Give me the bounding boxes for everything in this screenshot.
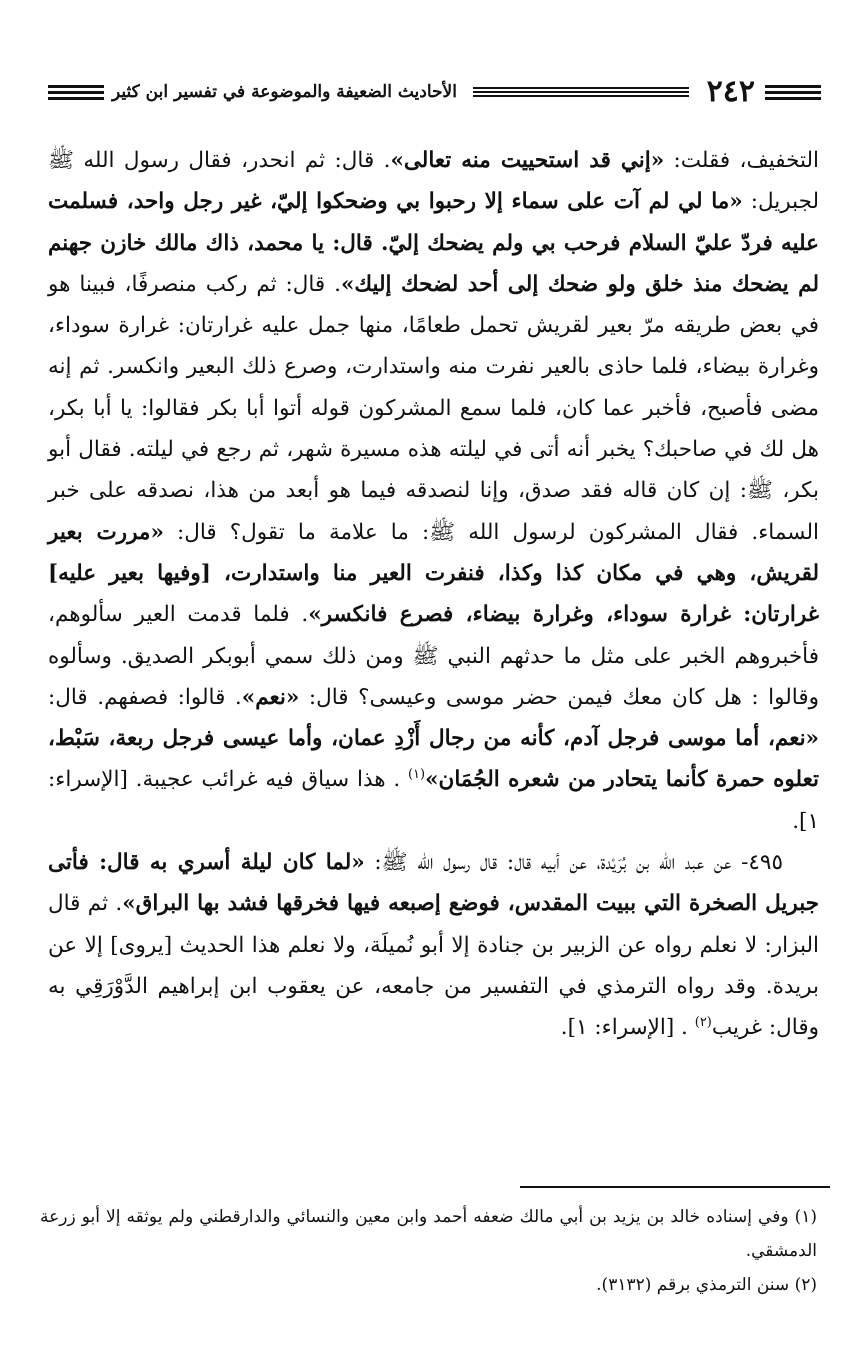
footnote-2: (٢) سنن الترمذي برقم (٣١٣٢). <box>596 1275 817 1295</box>
quoted-hadith-text: «لما كان ليلة أسري به قال: فأتى جبريل الصخرة التي ببيت المقدس، فوضع إصبعه فيها فخرقها فشد بها البراق» <box>48 850 819 917</box>
quoted-hadith-text: «نعم، أما موسى فرجل آدم، كأنه من رجال أَزْدِ عمان، وأما عيسى فرجل ربعة، سَبْط، تعلوه حمرة كأنما يتحادر من شعره الجُمَان» <box>48 726 820 793</box>
header-ornament-left <box>48 85 104 100</box>
narration-text: التخفيف، فقلت: <box>664 148 819 173</box>
narration-text: . قال: ثم انحدر، فقال رسول الله ﷺ لجبريل: <box>48 148 819 215</box>
narration-text: . فلما قدمت العير سألوهم، فأخبروهم الخبر على مثل ما حدثهم النبي ﷺ ومن ذلك سمي أبوبكر الصديق. وسألوه وقالوا : هل كان معك فيمن حضر موسى وعيسى؟ قال: <box>48 602 820 710</box>
narration-text: . قالوا: فصفهم. قال: <box>48 684 242 710</box>
footnote-marker: (٢) <box>694 1015 712 1031</box>
narration-text: . [الإسراء: ١]. <box>560 1015 695 1041</box>
page-header <box>48 72 821 112</box>
main-text <box>48 140 819 1049</box>
quoted-hadith-text: «إني قد استحييت منه تعالى» <box>390 148 665 173</box>
paragraph-hadith-continuation <box>48 140 819 842</box>
header-ornament-right <box>765 85 821 100</box>
footnote-separator <box>520 1186 830 1188</box>
footnote-marker: (١) <box>407 767 426 783</box>
header-rule <box>473 87 689 97</box>
narration-text: . قال: ثم ركب منصرفًا، فبينا هو في بعض طريقه مرّ بعير لقريش تحمل طعامًا، منها جمل عليه غرارتان: غرارة سوداء، وغرارة بيضاء، فلما حاذى بالعير نفرت منه واستدارت، وصرع ذلك البعير وانكسر. ثم إنه مضى فأصبح، فأخبر عما كان، فلما سمع المشركون قوله أتوا أبا بكر فقالوا: يا أبا بكر، هل لك في صاحبك؟ يخبر أنه أتى في ليلته هذه مسيرة شهر، ثم رجع في ليلته. فقال أبو بكر، ﷺ: إن كان قاله فقد صدق، وإنا لنصدقه فيما هو أبعد من هذا، نصدقه على خبر السماء. فقال المشركون لرسول الله ﷺ: ما علامة ما تقول؟ قال: <box>48 271 819 545</box>
narration-text: ٤٩٥- عن عبد الله بن بُرَيْدة، عن أبيه قال: قال رسول الله ﷺ: <box>364 850 783 876</box>
running-title: الأحاديث الضعيفة والموضوعة في تفسير ابن كثير <box>112 82 457 102</box>
footnotes <box>40 1200 817 1302</box>
paragraph-hadith-495 <box>48 842 819 1048</box>
quoted-hadith-text: «ما لي لم آت على سماء إلا رحبوا بي وضحكوا إليّ، غير رجل واحد، فسلمت عليه فردّ عليّ السلام فرحب بي ولم يضحك إليّ. قال: يا محمد، ذاك مالك خازن جهنم لم يضحك منذ خلق ولو ضحك إلى أحد لضحك إليك» <box>48 189 820 297</box>
quoted-hadith-text: «مررت بعير لقريش، وهي في مكان كذا وكذا، فنفرت العير منا واستدارت، [وفيها بعير عليه] غرارتان: غرارة سوداء، وغرارة بيضاء، فصرع فانكسر» <box>48 519 819 628</box>
page-number: ٢٤٢ <box>706 74 755 109</box>
quoted-hadith-text: «نعم» <box>241 684 300 710</box>
footnote-1: (١) وفي إسناده خالد بن يزيد بن أبي مالك ضعفه أحمد وابن معين والنسائي والدارقطني ولم يوثقه إلا أبو زرعة الدمشقي. <box>40 1207 817 1261</box>
narration-text: . هذا سياق فيه غرائب عجيبة. [الإسراء: ١]. <box>48 767 819 834</box>
narration-text: . ثم قال البزار: لا نعلم رواه عن الزبير بن جنادة إلا أبو نُميلَة، ولا نعلم هذا الحديث [يروى] إلا عن بريدة. وقد رواه الترمذي في التفسير من جامعه، عن يعقوب ابن إبراهيم الدَّوْرَقِي به وقال: غريب <box>48 891 819 1041</box>
